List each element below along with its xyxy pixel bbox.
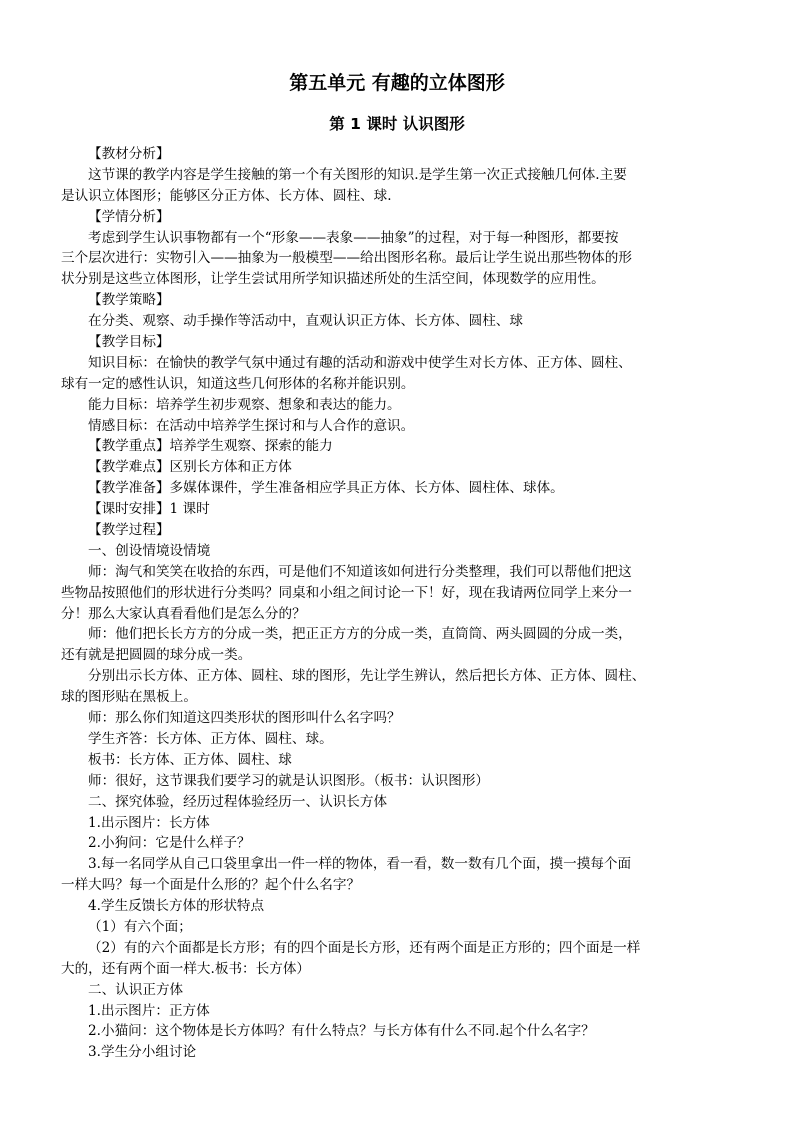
paragraph-line: 这节课的教学内容是学生接触的第一个有关图形的知识.是学生第一次正式接触几何体.主要 [88, 166, 627, 183]
paragraph-line: 1.出示图片：长方体 [88, 814, 210, 831]
paragraph-line: 学生齐答：长方体、正方体、圆柱、球。 [88, 730, 333, 747]
paragraph-line: 师：那么你们知道这四类形状的图形叫什么名字吗？ [88, 710, 401, 727]
paragraph-line: 【教学过程】 [88, 522, 170, 539]
paragraph-line: 师：很好，这节课我们要学习的就是认识图形。（板书：认识图形） [88, 772, 490, 789]
paragraph-line: 大的，还有两个面一样大.板书：长方体） [61, 960, 311, 977]
paragraph-line: 2.小狗问：它是什么样子？ [88, 835, 251, 852]
paragraph-line: 状分别是这些立体图形，让学生尝试用所学知识描述所处的生活空间，体现数学的应用性。 [61, 271, 605, 288]
lesson-subtitle: 第 1 课时 认识图形 [329, 115, 465, 133]
paragraph-line: 二、探究体验，经历过程体验经历一、认识长方体 [88, 793, 388, 810]
paragraph-line: 1.出示图片：正方体 [88, 1002, 210, 1019]
paragraph-line: 球的图形贴在黑板上。 [61, 689, 197, 706]
paragraph-line: 在分类、观察、动手操作等活动中，直观认识正方体、长方体、圆柱、球 [88, 313, 523, 330]
paragraph-line: 【教学准备】多媒体课件，学生准备相应学具正方体、长方体、圆柱体、球体。 [88, 480, 564, 497]
paragraph-line: 知识目标：在愉快的教学气氛中通过有趣的活动和游戏中使学生对长方体、正方体、圆柱、 [88, 354, 632, 371]
paragraph-line: 球有一定的感性认识，知道这些几何形体的名称并能识别。 [61, 375, 415, 392]
paragraph-line: 一样大吗？每一个面是什么形的？起个什么名字？ [61, 877, 361, 894]
paragraph-line: 一、创设情境设情境 [88, 542, 211, 559]
paragraph-line: 【教材分析】 [88, 146, 170, 162]
paragraph-line: 是认识立体图形；能够区分正方体、长方体、圆柱、球. [61, 187, 392, 204]
paragraph-line: 【教学目标】 [88, 334, 170, 351]
paragraph-line: 3.每一名同学从自己口袋里拿出一件一样的物体，看一看，数一数有几个面，摸一摸每个面 [88, 856, 632, 873]
paragraph-line: 分！那么大家认真看看他们是怎么分的？ [61, 605, 306, 622]
paragraph-line: 【教学难点】区别长方体和正方体 [88, 459, 292, 476]
paragraph-line: 师：淘气和笑笑在收拾的东西，可是他们不知道该如何进行分类整理，我们可以帮他们把这 [88, 563, 632, 580]
paragraph-line: 还有就是把圆圆的球分成一类。 [61, 647, 252, 664]
paragraph-line: 3.学生分小组讨论 [88, 1044, 197, 1061]
paragraph-line: 三个层次进行：实物引入——抽象为一般模型——给出图形名称。最后让学生说出那些物体的形 [61, 250, 632, 267]
paragraph-line: 师：他们把长长方方的分成一类，把正正方方的分成一类，直筒筒、两头圆圆的分成一类， [88, 626, 632, 643]
paragraph-line: 些物品按照他们的形状进行分类吗？同桌和小组之间讨论一下！好，现在我请两位同学上来分一 [61, 584, 632, 601]
paragraph-line: 【教学策略】 [88, 292, 170, 309]
paragraph-line: 能力目标：培养学生初步观察、想象和表达的能力。 [88, 396, 401, 413]
paragraph-line: 二、认识正方体 [88, 981, 184, 998]
paragraph-line: 4.学生反馈长方体的形状特点 [88, 898, 265, 915]
paragraph-line: 考虑到学生认识事物都有一个“形象——表象——抽象”的过程，对于每一种图形，都要按 [88, 229, 619, 246]
paragraph-line: 2.小猫问：这个物体是长方体吗？有什么特点？与长方体有什么不同.起个什么名字？ [88, 1023, 595, 1040]
paragraph-line: 【学情分析】 [88, 208, 170, 225]
paragraph-line: 分别出示长方体、正方体、圆柱、球的图形，先让学生辨认，然后把长方体、正方体、圆柱、 [88, 668, 646, 685]
paragraph-line: 情感目标：在活动中培养学生探讨和与人合作的意识。 [88, 417, 415, 434]
paragraph-line: （2）有的六个面都是长方形；有的四个面是长方形，还有两个面是正方形的；四个面是一样 [88, 939, 641, 956]
paragraph-line: 【教学重点】培养学生观察、探索的能力 [88, 438, 333, 455]
document-body [61, 144, 734, 1063]
paragraph-line: 板书：长方体、正方体、圆柱、球 [88, 751, 292, 768]
paragraph-line: 【课时安排】1 课时 [88, 501, 210, 518]
page-title: 第五单元 有趣的立体图形 [289, 72, 505, 94]
paragraph-line: （1）有六个面； [88, 918, 192, 935]
